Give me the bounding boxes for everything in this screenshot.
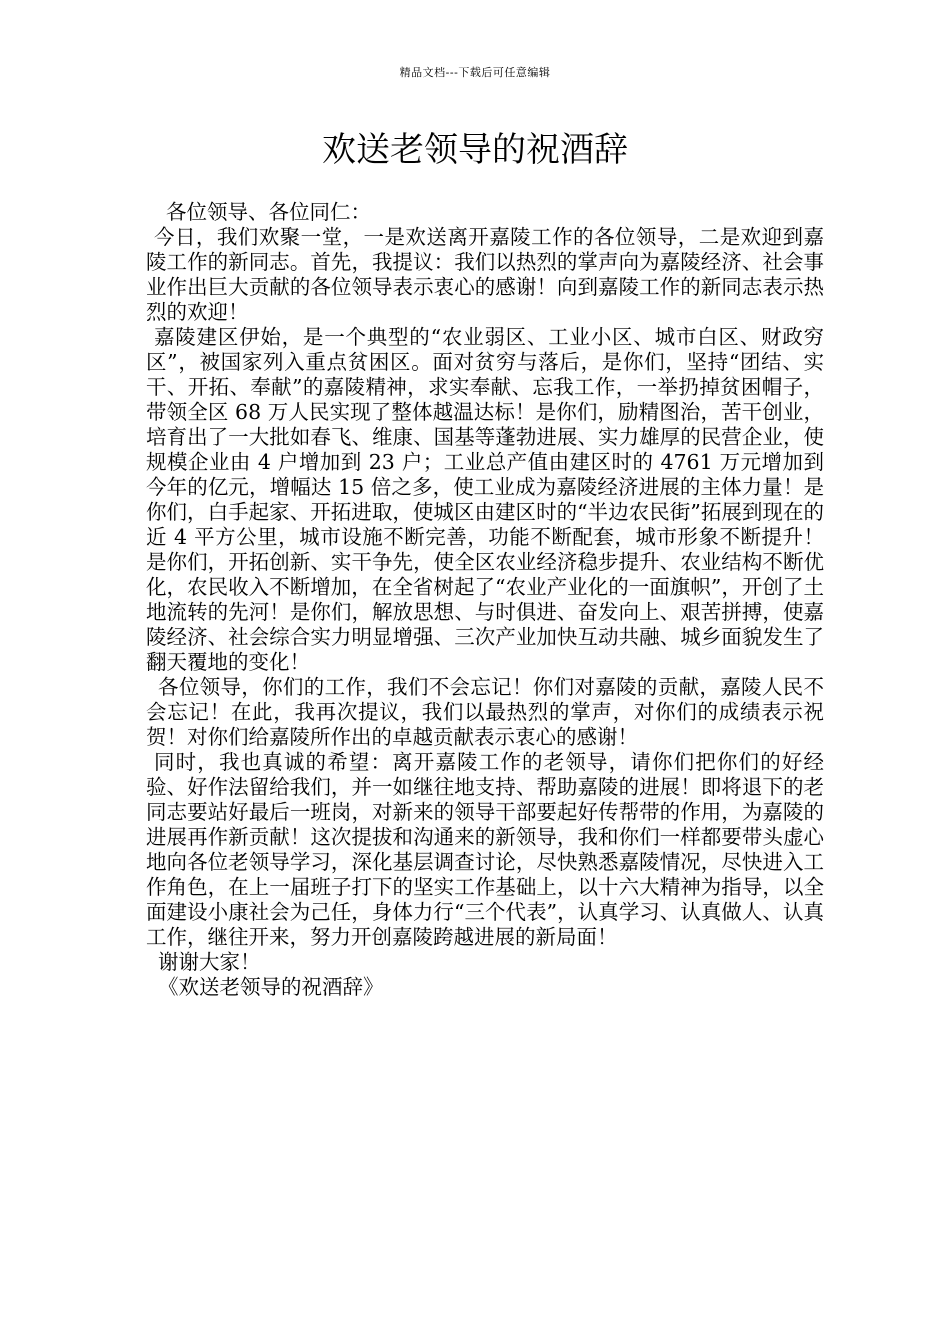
closing-title-reference: 《欢送老领导的祝酒辞》 xyxy=(158,975,384,999)
closing-thanks: 谢谢大家！ xyxy=(158,950,261,974)
body-paragraph-thanks: 各位领导，你们的工作，我们不会忘记！你们对嘉陵的贡献，嘉陵人民不会忘记！在此，我再次提议，我们以最热烈的掌声，对你们的成绩表示祝贺！对你们给嘉陵所作出的卓越贡献表示衷心的感谢！ xyxy=(146,675,824,749)
salutation-paragraph: 各位领导、各位同仁： xyxy=(166,200,371,224)
body-paragraph-history: 嘉陵建区伊始，是一个典型的“农业弱区、工业小区、城市白区、财政穷区”，被国家列入重点贫困区。面对贫穷与落后，是你们，坚持“团结、实干、开拓、奉献”的嘉陵精神，求实奉献、忘我工作，一举扔掉贫困帽子，带领全区 68 万人民实现了整体越温达标！是你们，励精图治，苦干创业，培育出了一大批如春飞、维康、国基等蓬勃进展、实力雄厚的民营企业，使规模企业由 4 户增加到 23 户；工业总产值由建区时的 4761 万元增加到今年的亿元，增幅达 15 倍之多，使工业成为嘉陵经济进展的主体力量！是你们，白手起家、开拓进取，使城区由建区时的“半边农民街”拓展到现在的近 4 平方公里，城市设施不断完善，功能不断配套，城市形象不断提升！是你们，开拓创新、实干争先，使全区农业经济稳步提升、农业结构不断优化，农民收入不断增加，在全省树起了“农业产业化的一面旗帜”，开创了土地流转的先河！是你们，解放思想、与时俱进、奋发向上、艰苦拼搏，使嘉陵经济、社会综合实力明显增强、三次产业加快互动共融、城乡面貌发生了翻天覆地的变化！ xyxy=(146,325,824,674)
page-header: 精品文档---下载后可任意编辑 xyxy=(399,66,551,79)
document-title: 欢送老领导的祝酒辞 xyxy=(322,130,628,170)
body-paragraph-welcome: 今日，我们欢聚一堂，一是欢送离开嘉陵工作的各位领导，二是欢迎到嘉陵工作的新同志。首先，我提议：我们以热烈的掌声向为嘉陵经济、社会事业作出巨大贡献的各位领导表示衷心的感谢！向到嘉陵工作的新同志表示热烈的欢迎！ xyxy=(146,225,824,324)
body-paragraph-hopes: 同时，我也真诚的希望：离开嘉陵工作的老领导，请你们把你们的好经验、好作法留给我们，并一如继往地支持、帮助嘉陵的进展！即将退下的老同志要站好最后一班岗，对新来的领导干部要起好传帮带的作用，为嘉陵的进展再作新贡献！这次提拔和沟通来的新领导，我和你们一样都要带头虚心地向各位老领导学习，深化基层调查讨论，尽快熟悉嘉陵情况，尽快进入工作角色，在上一届班子打下的坚实工作基础上，以十六大精神为指导，以全面建设小康社会为己任，身体力行“三个代表”，认真学习、认真做人、认真工作，继往开来，努力开创嘉陵跨越进展的新局面！ xyxy=(146,750,824,949)
document-body xyxy=(146,200,824,1000)
